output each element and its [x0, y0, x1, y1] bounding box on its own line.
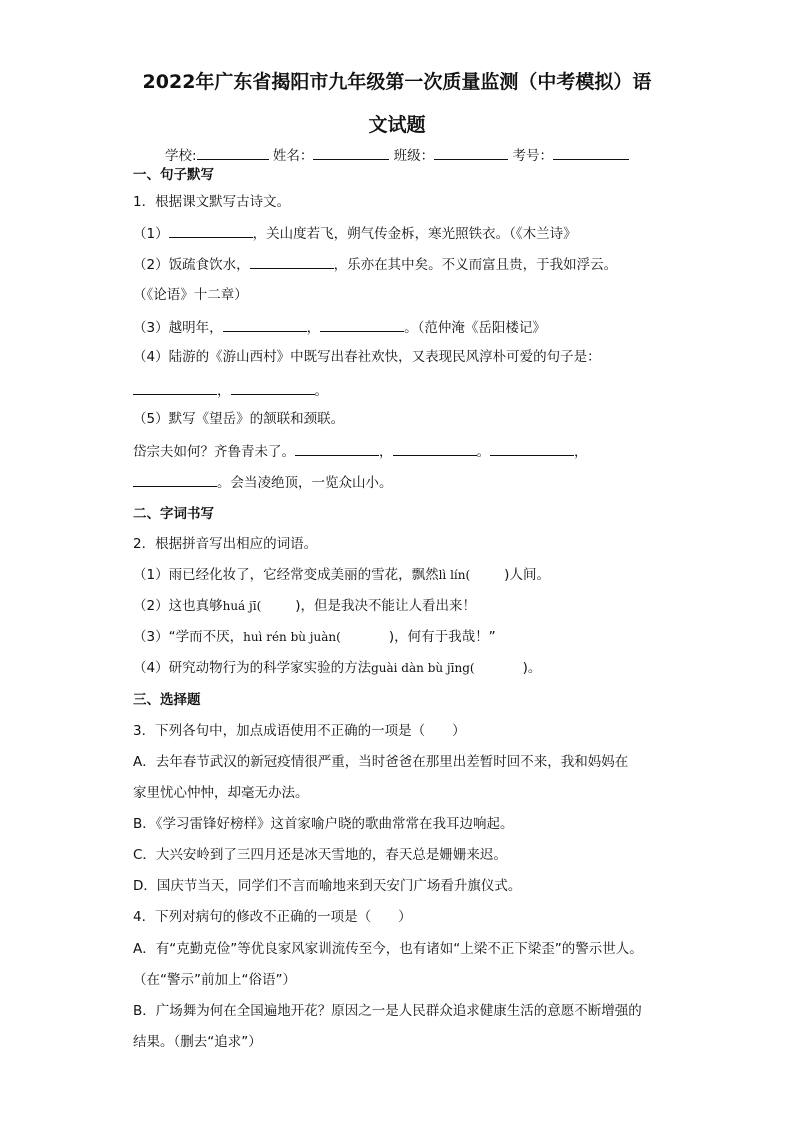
question-1-item-5-line-2: 。会当凌绝顶，一览众山小。 [133, 472, 393, 492]
question-2-item-4: （4）研究动物行为的科学家实验的方法guài dàn bù jīng( )。 [133, 660, 542, 676]
name-field[interactable] [313, 145, 389, 160]
section-heading-2: 二、字词书写 [133, 506, 214, 522]
answer-blank[interactable] [169, 223, 253, 238]
answer-blank[interactable] [133, 380, 217, 395]
question-1-stem: 1．根据课文默写古诗文。 [133, 194, 291, 210]
class-label: 班级： [393, 148, 435, 164]
class-field[interactable] [434, 145, 508, 160]
number-label: 考号： [512, 148, 553, 164]
question-3-option-c[interactable]: C．大兴安岭到了三四月还是冰天雪地的，春天总是姗姗来迟。 [133, 847, 507, 863]
answer-blank[interactable] [393, 441, 477, 456]
student-info-row [165, 145, 629, 165]
question-1-item-4-answer: ， 。 [133, 380, 328, 400]
section-heading-3: 三、选择题 [133, 692, 201, 708]
question-1-item-1: （1） ，关山度若飞，朔气传金柝，寒光照铁衣。（《木兰诗》 [133, 223, 577, 243]
answer-blank[interactable] [250, 254, 334, 269]
question-2-item-1: （1）雨已经化妆了，它经常变成美丽的雪花，飘然lì lín( )人间。 [133, 567, 550, 583]
section-heading-1: 一、句子默写 [133, 167, 214, 183]
answer-blank[interactable] [231, 380, 315, 395]
number-field[interactable] [553, 145, 629, 160]
answer-blank[interactable] [133, 472, 217, 487]
question-3-option-a[interactable]: A．去年春节武汉的新冠疫情很严重，当时爸爸在那里出差暂时回不来，我和妈妈在 [133, 754, 629, 770]
question-2-item-2: （2）这也真够huá jī( )，但是我决不能让人看出来！ [133, 598, 477, 614]
question-4-stem: 4．下列对病句的修改不正确的一项是（ ） [133, 909, 412, 925]
exam-title-line-1: 2022年广东省揭阳市九年级第一次质量监测（中考模拟）语 [142, 71, 652, 93]
question-4-option-b-cont: 结果。（删去“追求”） [133, 1034, 262, 1050]
question-4-option-a-cont: （在“警示”前加上“俗语”） [133, 972, 296, 988]
school-field[interactable] [197, 145, 269, 160]
question-3-stem: 3．下列各句中，加点成语使用不正确的一项是（ ） [133, 723, 466, 739]
question-1-item-5-line-1: 岱宗夫如何？齐鲁青未了。 ， 。 ， [133, 441, 588, 461]
answer-blank[interactable] [223, 317, 307, 332]
question-1-item-4: （4）陆游的《游山西村》中既写出春社欢快，又表现民风淳朴可爱的句子是： [133, 349, 601, 365]
question-1-item-5: （5）默写《望岳》的颔联和颈联。 [133, 411, 345, 427]
question-3-option-b[interactable]: B．《学习雷锋好榜样》这首家喻户晓的歌曲常常在我耳边响起。 [133, 816, 514, 832]
school-label: 学校: [165, 148, 197, 164]
question-4-option-a[interactable]: A．有“克勤克俭”等优良家风家训流传至今，也有诸如“上梁不正下梁歪”的警示世人。 [133, 941, 643, 957]
question-3-option-d[interactable]: D．国庆节当天，同学们不言而喻地来到天安门广场看升旗仪式。 [133, 878, 522, 894]
question-3-option-a-cont: 家里忧心忡忡，却毫无办法。 [133, 785, 309, 801]
name-label: 姓名： [272, 148, 314, 164]
answer-blank[interactable] [295, 441, 379, 456]
exam-title-line-2: 文试题 [368, 114, 426, 136]
question-2-stem: 2．根据拼音写出相应的词语。 [133, 536, 318, 552]
question-1-item-3: （3）越明年， ， 。（范仲淹《岳阳楼记》 [133, 317, 546, 337]
question-1-item-2: （2）饭疏食饮水， ，乐亦在其中矣。不义而富且贵，于我如浮云。 [133, 254, 617, 274]
answer-blank[interactable] [320, 317, 404, 332]
question-1-item-2-source: （《论语》十二章） [133, 287, 248, 303]
question-4-option-b[interactable]: B．广场舞为何在全国遍地开花？原因之一是人民群众追求健康生活的意愿不断增强的 [133, 1003, 642, 1019]
answer-blank[interactable] [490, 441, 574, 456]
question-2-item-3: （3）“学而不厌，huì rén bù juàn( )，何有于我哉！” [133, 629, 496, 645]
